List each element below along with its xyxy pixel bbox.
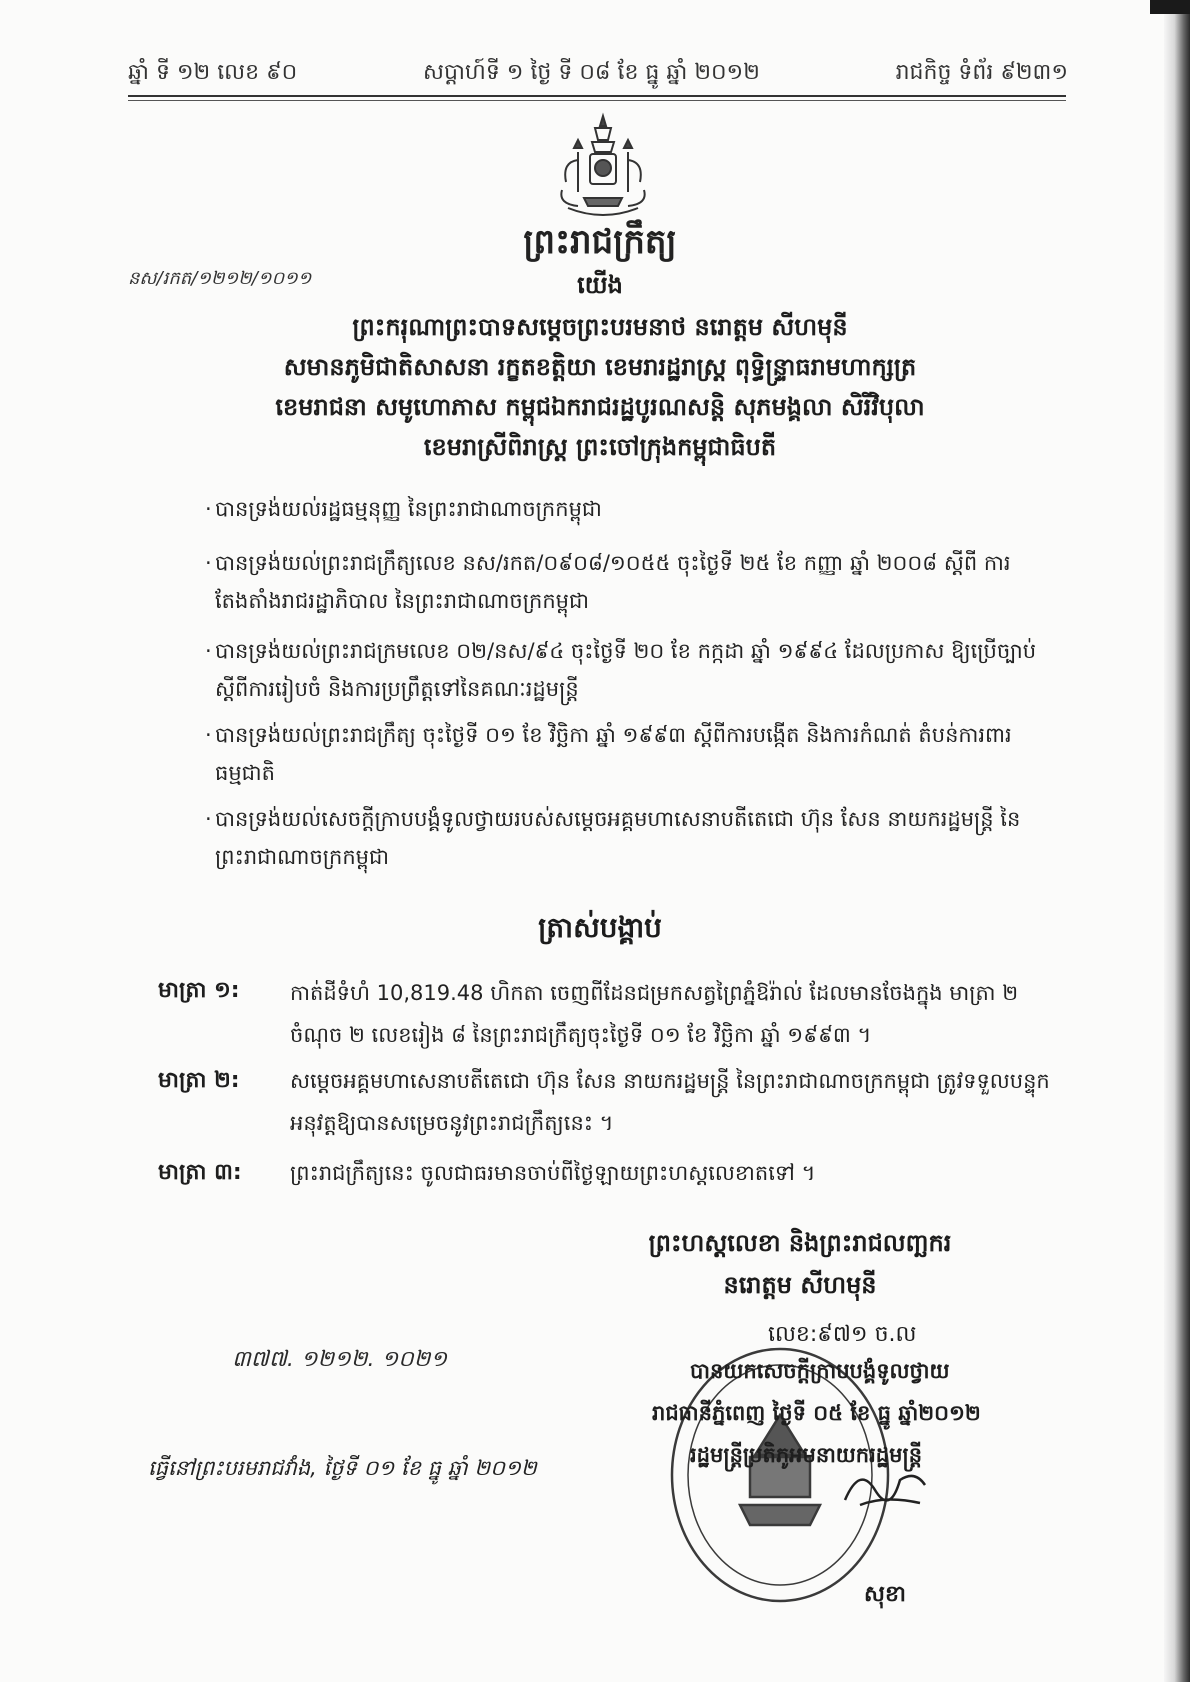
bullet-dash-icon: · bbox=[205, 723, 212, 747]
article-label: មាត្រា ១: bbox=[158, 978, 240, 1003]
preamble-text: បានទ្រង់យល់ព្រះរាជក្រឹត្យលេខ នស/រកត/០៩០៨/១០៥៥ ចុះថ្ងៃទី ២៥ ខែ កញ្ញា ឆ្នាំ ២០០៨ ស្តីពី ការតែងតាំងរាជរដ្ឋាភិបាល នៃព្រះរាជាណាចក្រកម្ពុជា bbox=[215, 551, 1011, 613]
preamble-item bbox=[205, 632, 1055, 708]
king-name: នរោត្តម សីហមុនី bbox=[723, 1271, 877, 1299]
king-title-line: ខេមរាជនា សមូហោភាស កម្ពុជឯករាជរដ្ឋបូរណសន្តិ សុភមង្គលា សិរីវិបុលា bbox=[275, 393, 925, 421]
header-week-date: សប្ដាហ៍ទី ១ ថ្ងៃ ទី ០៨ ខែ ធ្នូ ឆ្នាំ ២០១២ bbox=[423, 60, 760, 85]
reference-number: នស/រកត/១២១២/១០១១ bbox=[128, 268, 312, 289]
we-heading: យើង bbox=[577, 271, 623, 299]
preamble-text: បានទ្រង់យល់រដ្ឋធម្មនុញ្ញ នៃព្រះរាជាណាចក្រកម្ពុជា bbox=[215, 497, 602, 521]
countersign-line: បានយកសេចក្តីក្រាបបង្គំទូលថ្វាយ bbox=[690, 1359, 950, 1383]
bullet-dash-icon: · bbox=[205, 497, 212, 521]
bullet-dash-icon: · bbox=[205, 639, 212, 663]
preamble-item bbox=[205, 800, 1055, 876]
countersign-number: លេខ:៩៧១ ច.ល bbox=[768, 1322, 917, 1347]
article-label: មាត្រា ២: bbox=[158, 1068, 240, 1093]
decide-heading: ត្រាស់បង្គាប់ bbox=[538, 911, 662, 944]
article-text: សម្តេចអគ្គមហាសេនាបតីតេជោ ហ៊ុន សែន នាយករដ្ឋមន្ត្រី នៃព្រះរាជាណាចក្រកម្ពុជា ត្រូវទទួលបន្ទុកអនុវត្តឱ្យបានសម្រេចនូវព្រះរាជក្រឹត្យនេះ ។ bbox=[290, 1069, 1050, 1135]
preamble-item bbox=[205, 544, 1055, 620]
header-rule-thin bbox=[128, 100, 1066, 101]
preamble-item bbox=[205, 716, 1055, 792]
royal-crest-icon bbox=[548, 112, 658, 222]
page-edge-shadow bbox=[1164, 0, 1190, 1682]
gazette-header bbox=[128, 58, 1068, 88]
corner-mark bbox=[1150, 0, 1190, 14]
countersign-name: សុខា bbox=[864, 1582, 906, 1607]
header-rule bbox=[128, 95, 1066, 97]
document-title: ព្រះរាជក្រឹត្យ bbox=[523, 222, 677, 262]
preamble-text: បានទ្រង់យល់ព្រះរាជក្រឹត្យ ចុះថ្ងៃទី ០១ ខែ វិច្ឆិកា ឆ្នាំ ១៩៩៣ ស្តីពីការបង្កើត និងការកំណត់ តំបន់ការពារធម្មជាតិ bbox=[215, 723, 1012, 785]
countersign-line: រដ្ឋមន្ត្រីប្រតិភូអមនាយករដ្ឋមន្ត្រី bbox=[690, 1443, 923, 1467]
preamble-text: បានទ្រង់យល់សេចក្តីក្រាបបង្គំទូលថ្វាយរបស់សម្តេចអគ្គមហាសេនាបតីតេជោ ហ៊ុន សែន នាយករដ្ឋមន្ត្រី នៃព្រះរាជាណាចក្រកម្ពុជា bbox=[215, 807, 1021, 869]
header-year-issue: ឆ្នាំ ទី ១២ លេខ ៩០ bbox=[128, 60, 298, 85]
king-title-line: ខេមរាស្រីពិរាស្ត្រ ព្រះចៅក្រុងកម្ពុជាធិបតី bbox=[423, 433, 777, 461]
preamble-text: បានទ្រង់យល់ព្រះរាជក្រមលេខ ០២/នស/៩៤ ចុះថ្ងៃទី ២០ ខែ កក្កដា ឆ្នាំ ១៩៩៤ ដែលប្រកាស ឱ្យប្រើច្បាប់ស្តីពីការរៀបចំ និងការប្រព្រឹត្តទៅនៃគណៈរដ្ឋមន្ត្រី bbox=[215, 639, 1037, 701]
preamble-item bbox=[205, 490, 1055, 528]
countersign-line: រាជធានីភ្នំពេញ ថ្ងៃទី ០៥ ខែ ធ្នូ ឆ្នាំ២០១២ bbox=[652, 1401, 981, 1425]
article-label: មាត្រា ៣: bbox=[158, 1160, 242, 1185]
article-text: កាត់ដីទំហំ 10,819.48 ហិកតា ចេញពីដែនជម្រកសត្វព្រៃភ្នំឱរ៉ាល់ ដែលមានចែងក្នុង មាត្រា ២ ចំណុច ២ លេខរៀង ៨ នៃព្រះរាជក្រឹត្យចុះថ្ងៃទី ០១ ខែ វិច្ឆិកា ឆ្នាំ ១៩៩៣ ។ bbox=[290, 981, 1019, 1047]
king-title-line: ព្រះករុណាព្រះបាទសម្ដេចព្រះបរមនាថ នរោត្តម សីហមុនី bbox=[352, 313, 848, 341]
bullet-dash-icon: · bbox=[205, 807, 212, 831]
handwritten-signature-icon bbox=[840, 1455, 930, 1515]
place-and-date: ធ្វើនៅព្រះបរមរាជវាំង, ថ្ងៃទី ០១ ខែ ធ្នូ ឆ្នាំ ២០១២ bbox=[148, 1456, 537, 1480]
article-text: ព្រះរាជក្រឹត្យនេះ ចូលជាធរមានចាប់ពីថ្ងៃឡាយព្រះហស្តលេខាតទៅ ។ bbox=[290, 1161, 816, 1185]
handwritten-note: ៣៧៧. ១២១២. ១០២១ bbox=[232, 1347, 447, 1372]
king-title-line: សមានភូមិជាតិសាសនា រក្ខតខត្តិយា ខេមរារដ្ឋរាស្ត្រ ពុទ្ធិន្ទ្រាធរាមហាក្សត្រ bbox=[283, 353, 917, 381]
header-page: រាជកិច្ច ទំព័រ ៩២៣១ bbox=[895, 60, 1068, 85]
royal-signature-heading: ព្រះហស្តលេខា និងព្រះរាជលញ្ឆករ bbox=[648, 1229, 952, 1257]
bullet-dash-icon: · bbox=[205, 551, 212, 575]
